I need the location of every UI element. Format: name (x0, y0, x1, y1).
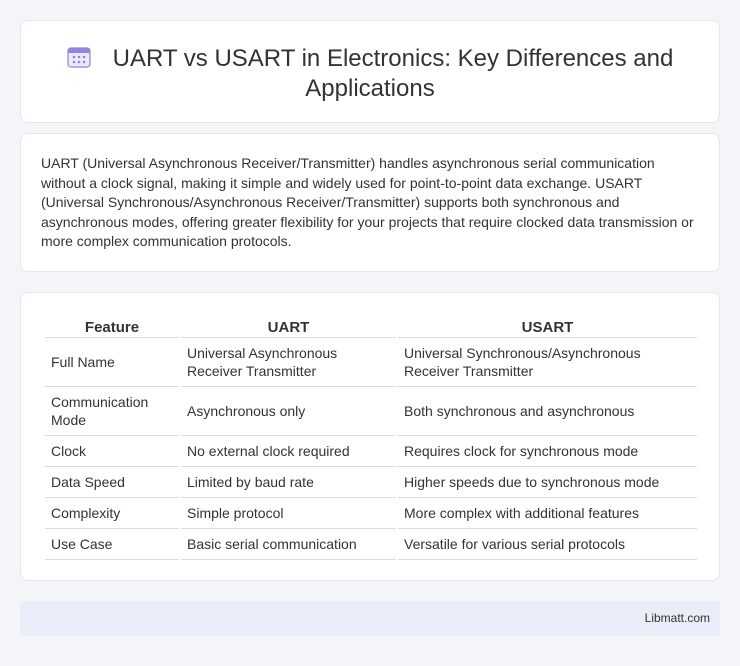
table-cell: Requires clock for synchronous mode (398, 436, 697, 467)
table-cell: Simple protocol (181, 498, 396, 529)
table-cell: Universal Synchronous/Asynchronous Receiver Transmitter (398, 338, 697, 387)
table-cell: Use Case (45, 529, 179, 560)
table-cell: Data Speed (45, 467, 179, 498)
intro-card (20, 133, 720, 272)
table-cell: Basic serial communication (181, 529, 396, 560)
table-cell: Complexity (45, 498, 179, 529)
footer (20, 601, 720, 636)
table-row (45, 529, 697, 560)
table-header-row (45, 317, 697, 338)
comparison-card (20, 292, 720, 581)
table-row (45, 436, 697, 467)
footer-site-link[interactable]: Libmatt.com (644, 611, 710, 625)
table-row (45, 467, 697, 498)
header-feature: Feature (45, 317, 179, 338)
header-uart: UART (181, 317, 396, 338)
header-usart: USART (398, 317, 697, 338)
table-row (45, 387, 697, 436)
table-cell: Communication Mode (45, 387, 179, 436)
table-cell: Higher speeds due to synchronous mode (398, 467, 697, 498)
table-cell: Asynchronous only (181, 387, 396, 436)
table-cell: Limited by baud rate (181, 467, 396, 498)
page-title (21, 44, 719, 104)
intro-paragraph: UART (Universal Asynchronous Receiver/Transmitter) handles asynchronous serial communication without a clock signal, making it simple and widely used for point-to-point data exchange. USART (Universal Synchronous/Asynchronous Receiver/Transmitter) supports both synchronous and asynchronous modes, offering greater flexibility for your projects that require clocked data transmission or more complex communication protocols. (41, 155, 694, 250)
table-cell: Full Name (45, 338, 179, 387)
table-cell: No external clock required (181, 436, 396, 467)
table-cell: Clock (45, 436, 179, 467)
table-cell: More complex with additional features (398, 498, 697, 529)
comparison-table (43, 317, 699, 560)
table-row (45, 338, 697, 387)
table-row (45, 498, 697, 529)
table-cell: Universal Asynchronous Receiver Transmitter (181, 338, 396, 387)
title-card (20, 20, 720, 123)
table-cell: Versatile for various serial protocols (398, 529, 697, 560)
calendar-icon (67, 46, 91, 68)
page-title-text: UART vs USART in Electronics: Key Differences and Applications (112, 45, 674, 102)
table-cell: Both synchronous and asynchronous (398, 387, 697, 436)
